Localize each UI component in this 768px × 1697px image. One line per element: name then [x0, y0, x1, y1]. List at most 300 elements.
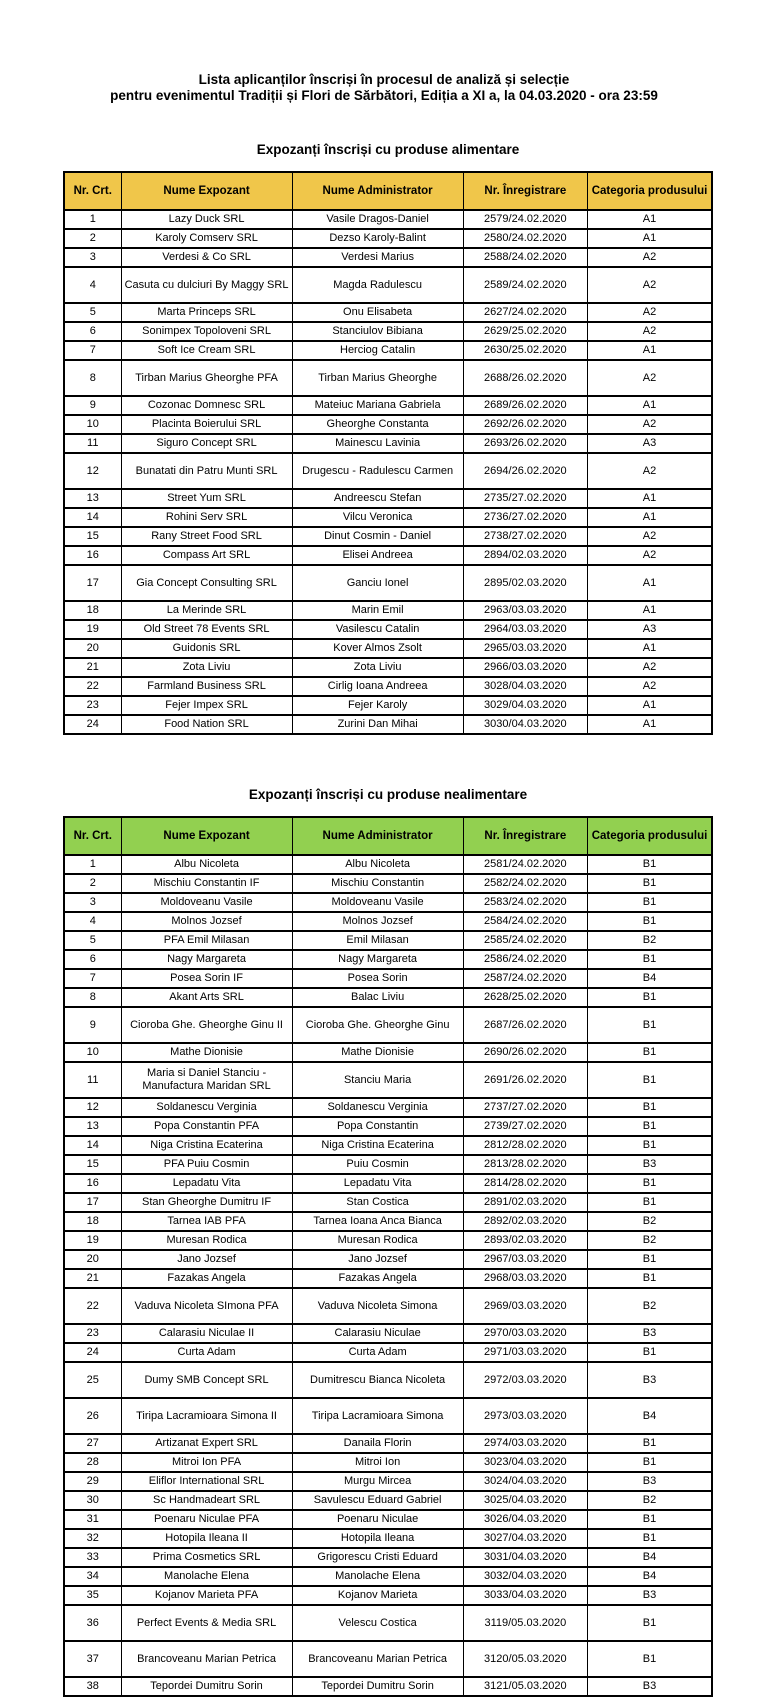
cell-nr-inregistrare: 2736/27.02.2020: [463, 508, 587, 527]
cell-categoria-produsului: A1: [588, 715, 712, 734]
cell-nume-administrator: Niga Cristina Ecaterina: [292, 1136, 463, 1155]
cell-categoria-produsului: B4: [588, 1398, 712, 1434]
cell-categoria-produsului: B2: [588, 931, 712, 950]
table-row: [64, 658, 712, 677]
cell-nr-crt: 8: [64, 988, 121, 1007]
cell-nume-administrator: Mainescu Lavinia: [292, 434, 463, 453]
cell-nume-administrator: Drugescu - Radulescu Carmen: [292, 453, 463, 489]
cell-nume-expozant: Hotopila Ileana II: [121, 1529, 292, 1548]
column-header: Nr. Înregistrare: [463, 817, 587, 855]
tables-container: [0, 142, 768, 1697]
cell-nr-inregistrare: 2737/27.02.2020: [463, 1098, 587, 1117]
cell-categoria-produsului: B1: [588, 1174, 712, 1193]
table-row: [64, 912, 712, 931]
cell-nr-inregistrare: 3028/04.03.2020: [463, 677, 587, 696]
cell-categoria-produsului: B3: [588, 1155, 712, 1174]
table-row: [64, 1567, 712, 1586]
cell-nume-expozant: Niga Cristina Ecaterina: [121, 1136, 292, 1155]
table-row: [64, 1288, 712, 1324]
table-row: [64, 1677, 712, 1696]
cell-nr-crt: 19: [64, 1231, 121, 1250]
cell-categoria-produsului: B2: [588, 1212, 712, 1231]
cell-nume-expozant: Zota Liviu: [121, 658, 292, 677]
cell-nume-expozant: Gia Concept Consulting SRL: [121, 565, 292, 601]
cell-nume-expozant: Posea Sorin IF: [121, 969, 292, 988]
cell-nume-administrator: Stanciulov Bibiana: [292, 322, 463, 341]
cell-nume-administrator: Soldanescu Verginia: [292, 1098, 463, 1117]
cell-categoria-produsului: A2: [588, 360, 712, 396]
table-row: [64, 1362, 712, 1398]
cell-nume-administrator: Kojanov Marieta: [292, 1586, 463, 1605]
cell-nr-crt: 8: [64, 360, 121, 396]
table-row: [64, 546, 712, 565]
cell-nr-crt: 23: [64, 1324, 121, 1343]
cell-categoria-produsului: B1: [588, 855, 712, 874]
cell-nume-expozant: Moldoveanu Vasile: [121, 893, 292, 912]
cell-nume-expozant: Lepadatu Vita: [121, 1174, 292, 1193]
cell-nume-expozant: Bunatati din Patru Munti SRL: [121, 453, 292, 489]
cell-nr-crt: 21: [64, 1269, 121, 1288]
cell-nume-expozant: Placinta Boierului SRL: [121, 415, 292, 434]
cell-nume-expozant: Old Street 78 Events SRL: [121, 620, 292, 639]
cell-nume-expozant: Manolache Elena: [121, 1567, 292, 1586]
cell-nume-expozant: Akant Arts SRL: [121, 988, 292, 1007]
table-row: [64, 855, 712, 874]
cell-nume-expozant: Mathe Dionisie: [121, 1043, 292, 1062]
cell-nr-inregistrare: 2583/24.02.2020: [463, 893, 587, 912]
cell-nume-administrator: Mateiuc Mariana Gabriela: [292, 396, 463, 415]
cell-nume-expozant: Cozonac Domnesc SRL: [121, 396, 292, 415]
cell-nr-inregistrare: 2968/03.03.2020: [463, 1269, 587, 1288]
cell-categoria-produsului: B3: [588, 1362, 712, 1398]
cell-categoria-produsului: A2: [588, 303, 712, 322]
cell-nume-administrator: Marin Emil: [292, 601, 463, 620]
cell-nume-administrator: Emil Milasan: [292, 931, 463, 950]
cell-nr-crt: 21: [64, 658, 121, 677]
cell-nr-crt: 10: [64, 1043, 121, 1062]
cell-categoria-produsului: B1: [588, 1193, 712, 1212]
cell-nr-inregistrare: 2969/03.03.2020: [463, 1288, 587, 1324]
column-header: Nume Administrator: [292, 172, 463, 210]
table-row: [64, 508, 712, 527]
table-row: [64, 1212, 712, 1231]
cell-nr-inregistrare: 2813/28.02.2020: [463, 1155, 587, 1174]
cell-categoria-produsului: A1: [588, 396, 712, 415]
cell-categoria-produsului: B3: [588, 1677, 712, 1696]
cell-nr-crt: 3: [64, 893, 121, 912]
cell-categoria-produsului: B1: [588, 1605, 712, 1641]
cell-nume-expozant: Marta Princeps SRL: [121, 303, 292, 322]
cell-categoria-produsului: B2: [588, 1491, 712, 1510]
cell-categoria-produsului: B1: [588, 1269, 712, 1288]
table-row: [64, 639, 712, 658]
cell-nr-crt: 1: [64, 855, 121, 874]
cell-nr-crt: 28: [64, 1453, 121, 1472]
cell-nume-administrator: Vasile Dragos-Daniel: [292, 210, 463, 229]
table-row: [64, 1472, 712, 1491]
cell-nume-expozant: Sonimpex Topoloveni SRL: [121, 322, 292, 341]
cell-nume-expozant: Karoly Comserv SRL: [121, 229, 292, 248]
cell-categoria-produsului: B3: [588, 1586, 712, 1605]
table-row: [64, 1510, 712, 1529]
cell-nume-expozant: Brancoveanu Marian Petrica: [121, 1641, 292, 1677]
cell-nume-administrator: Molnos Jozsef: [292, 912, 463, 931]
cell-nume-administrator: Vaduva Nicoleta Simona: [292, 1288, 463, 1324]
cell-nr-inregistrare: 2814/28.02.2020: [463, 1174, 587, 1193]
table-row: [64, 969, 712, 988]
cell-nr-inregistrare: 2689/26.02.2020: [463, 396, 587, 415]
cell-nr-inregistrare: 3025/04.03.2020: [463, 1491, 587, 1510]
cell-nume-administrator: Andreescu Stefan: [292, 489, 463, 508]
cell-nr-crt: 6: [64, 322, 121, 341]
cell-nume-administrator: Brancoveanu Marian Petrica: [292, 1641, 463, 1677]
cell-nr-crt: 26: [64, 1398, 121, 1434]
cell-nume-administrator: Elisei Andreea: [292, 546, 463, 565]
cell-nume-administrator: Posea Sorin: [292, 969, 463, 988]
cell-nume-expozant: Tepordei Dumitru Sorin: [121, 1677, 292, 1696]
cell-nume-expozant: Cioroba Ghe. Gheorghe Ginu II: [121, 1007, 292, 1043]
cell-nume-administrator: Jano Jozsef: [292, 1250, 463, 1269]
cell-categoria-produsului: B1: [588, 874, 712, 893]
table-body: [64, 210, 712, 734]
cell-categoria-produsului: B1: [588, 1510, 712, 1529]
table-row: [64, 303, 712, 322]
cell-nume-expozant: Mitroi Ion PFA: [121, 1453, 292, 1472]
cell-nr-inregistrare: 2588/24.02.2020: [463, 248, 587, 267]
table-row: [64, 1434, 712, 1453]
document-title: [0, 72, 768, 104]
table-row: [64, 931, 712, 950]
cell-nume-administrator: Mathe Dionisie: [292, 1043, 463, 1062]
cell-categoria-produsului: B1: [588, 988, 712, 1007]
cell-nume-administrator: Vilcu Veronica: [292, 508, 463, 527]
cell-nume-expozant: Farmland Business SRL: [121, 677, 292, 696]
table-row: [64, 1491, 712, 1510]
cell-nr-crt: 30: [64, 1491, 121, 1510]
table-row: [64, 715, 712, 734]
cell-nume-expozant: PFA Puiu Cosmin: [121, 1155, 292, 1174]
cell-nume-administrator: Balac Liviu: [292, 988, 463, 1007]
cell-categoria-produsului: B1: [588, 1117, 712, 1136]
cell-nume-administrator: Ganciu Ionel: [292, 565, 463, 601]
cell-nr-crt: 37: [64, 1641, 121, 1677]
cell-nr-crt: 33: [64, 1548, 121, 1567]
cell-categoria-produsului: A1: [588, 508, 712, 527]
cell-nr-crt: 22: [64, 677, 121, 696]
cell-nume-expozant: Fejer Impex SRL: [121, 696, 292, 715]
cell-categoria-produsului: A2: [588, 658, 712, 677]
cell-nr-crt: 11: [64, 434, 121, 453]
cell-nr-inregistrare: 2893/02.03.2020: [463, 1231, 587, 1250]
cell-nume-expozant: Stan Gheorghe Dumitru IF: [121, 1193, 292, 1212]
cell-nr-crt: 7: [64, 341, 121, 360]
cell-nr-crt: 15: [64, 527, 121, 546]
cell-nr-inregistrare: 3031/04.03.2020: [463, 1548, 587, 1567]
cell-nr-crt: 12: [64, 453, 121, 489]
cell-nr-inregistrare: 2970/03.03.2020: [463, 1324, 587, 1343]
table-row: [64, 210, 712, 229]
cell-categoria-produsului: B1: [588, 1007, 712, 1043]
table-row: [64, 322, 712, 341]
cell-nume-expozant: La Merinde SRL: [121, 601, 292, 620]
cell-nr-inregistrare: 2966/03.03.2020: [463, 658, 587, 677]
cell-categoria-produsului: B1: [588, 1098, 712, 1117]
column-header: Nume Administrator: [292, 817, 463, 855]
cell-nume-administrator: Velescu Costica: [292, 1605, 463, 1641]
table-row: [64, 1324, 712, 1343]
table-row: [64, 229, 712, 248]
cell-nume-administrator: Moldoveanu Vasile: [292, 893, 463, 912]
cell-nume-administrator: Onu Elisabeta: [292, 303, 463, 322]
table-row: [64, 874, 712, 893]
cell-nume-administrator: Danaila Florin: [292, 1434, 463, 1453]
cell-nume-administrator: Tirban Marius Gheorghe: [292, 360, 463, 396]
cell-nr-inregistrare: 2894/02.03.2020: [463, 546, 587, 565]
cell-nr-crt: 2: [64, 229, 121, 248]
cell-nume-expozant: Soldanescu Verginia: [121, 1098, 292, 1117]
cell-nume-administrator: Tepordei Dumitru Sorin: [292, 1677, 463, 1696]
cell-nume-administrator: Murgu Mircea: [292, 1472, 463, 1491]
column-header: Nume Expozant: [121, 817, 292, 855]
table-row: [64, 1548, 712, 1567]
cell-nr-crt: 13: [64, 1117, 121, 1136]
title-line-2: pentru evenimentul Tradiții și Flori de Sărbători, Ediția a XI a, la 04.03.2020 - ora 23:59: [110, 88, 658, 104]
cell-categoria-produsului: B1: [588, 893, 712, 912]
cell-nr-inregistrare: 2974/03.03.2020: [463, 1434, 587, 1453]
cell-nume-administrator: Manolache Elena: [292, 1567, 463, 1586]
cell-nume-expozant: Soft Ice Cream SRL: [121, 341, 292, 360]
cell-nume-expozant: Tirban Marius Gheorghe PFA: [121, 360, 292, 396]
cell-nume-administrator: Fazakas Angela: [292, 1269, 463, 1288]
cell-categoria-produsului: A2: [588, 677, 712, 696]
cell-nr-inregistrare: 2694/26.02.2020: [463, 453, 587, 489]
cell-nume-expozant: Rany Street Food SRL: [121, 527, 292, 546]
cell-nr-inregistrare: 2693/26.02.2020: [463, 434, 587, 453]
cell-categoria-produsului: B2: [588, 1231, 712, 1250]
cell-nr-crt: 18: [64, 601, 121, 620]
cell-nume-expozant: Muresan Rodica: [121, 1231, 292, 1250]
cell-nume-administrator: Magda Radulescu: [292, 267, 463, 303]
cell-nume-administrator: Dumitrescu Bianca Nicoleta: [292, 1362, 463, 1398]
table-row: [64, 988, 712, 1007]
cell-nr-crt: 35: [64, 1586, 121, 1605]
cell-categoria-produsului: B1: [588, 1062, 712, 1098]
cell-categoria-produsului: B4: [588, 1567, 712, 1586]
table-row: [64, 893, 712, 912]
cell-nume-administrator: Tarnea Ioana Anca Bianca: [292, 1212, 463, 1231]
table-row: [64, 489, 712, 508]
cell-nume-administrator: Lepadatu Vita: [292, 1174, 463, 1193]
cell-nume-administrator: Vasilescu Catalin: [292, 620, 463, 639]
table-row: [64, 1586, 712, 1605]
cell-nr-inregistrare: 2895/02.03.2020: [463, 565, 587, 601]
cell-nr-crt: 13: [64, 489, 121, 508]
column-header: Nr. Crt.: [64, 817, 121, 855]
table-body: [64, 855, 712, 1696]
cell-nume-expozant: Artizanat Expert SRL: [121, 1434, 292, 1453]
cell-nume-expozant: Perfect Events & Media SRL: [121, 1605, 292, 1641]
cell-nr-crt: 27: [64, 1434, 121, 1453]
column-header: Categoria produsului: [588, 817, 712, 855]
cell-nume-expozant: Dumy SMB Concept SRL: [121, 1362, 292, 1398]
table-row: [64, 696, 712, 715]
table-row: [64, 1043, 712, 1062]
cell-categoria-produsului: B3: [588, 1324, 712, 1343]
cell-nume-administrator: Muresan Rodica: [292, 1231, 463, 1250]
table-row: [64, 1605, 712, 1641]
cell-nume-expozant: Guidonis SRL: [121, 639, 292, 658]
cell-categoria-produsului: A2: [588, 415, 712, 434]
cell-categoria-produsului: A2: [588, 248, 712, 267]
cell-categoria-produsului: A1: [588, 229, 712, 248]
cell-nume-expozant: Jano Jozsef: [121, 1250, 292, 1269]
cell-categoria-produsului: A1: [588, 696, 712, 715]
cell-nr-crt: 9: [64, 1007, 121, 1043]
table-header-row: [64, 172, 712, 210]
cell-nr-crt: 2: [64, 874, 121, 893]
exhibitor-table-section: [63, 787, 713, 1697]
cell-nr-crt: 17: [64, 1193, 121, 1212]
cell-nr-inregistrare: 2891/02.03.2020: [463, 1193, 587, 1212]
cell-nume-expozant: Maria si Daniel Stanciu - Manufactura Maridan SRL: [121, 1062, 292, 1098]
cell-nume-administrator: Savulescu Eduard Gabriel: [292, 1491, 463, 1510]
cell-nr-crt: 12: [64, 1098, 121, 1117]
table-row: [64, 1231, 712, 1250]
cell-nume-expozant: Street Yum SRL: [121, 489, 292, 508]
cell-nume-administrator: Cirlig Ioana Andreea: [292, 677, 463, 696]
cell-categoria-produsului: B1: [588, 1136, 712, 1155]
cell-nr-crt: 24: [64, 715, 121, 734]
cell-nume-expozant: Calarasiu Niculae II: [121, 1324, 292, 1343]
cell-nume-administrator: Calarasiu Niculae: [292, 1324, 463, 1343]
table-row: [64, 565, 712, 601]
cell-nr-inregistrare: 3027/04.03.2020: [463, 1529, 587, 1548]
table-row: [64, 248, 712, 267]
cell-nume-administrator: Stanciu Maria: [292, 1062, 463, 1098]
cell-nume-expozant: Rohini Serv SRL: [121, 508, 292, 527]
cell-nr-inregistrare: 2971/03.03.2020: [463, 1343, 587, 1362]
column-header: Nr. Înregistrare: [463, 172, 587, 210]
cell-nume-expozant: Tiripa Lacramioara Simona II: [121, 1398, 292, 1434]
cell-nume-expozant: Tarnea IAB PFA: [121, 1212, 292, 1231]
cell-nr-crt: 3: [64, 248, 121, 267]
cell-nume-expozant: Eliflor International SRL: [121, 1472, 292, 1491]
cell-nr-crt: 9: [64, 396, 121, 415]
table-row: [64, 1007, 712, 1043]
cell-nr-inregistrare: 2581/24.02.2020: [463, 855, 587, 874]
cell-nr-crt: 6: [64, 950, 121, 969]
cell-nr-inregistrare: 2630/25.02.2020: [463, 341, 587, 360]
cell-categoria-produsului: A2: [588, 322, 712, 341]
cell-nume-expozant: Lazy Duck SRL: [121, 210, 292, 229]
cell-nume-administrator: Herciog Catalin: [292, 341, 463, 360]
cell-nr-inregistrare: 3032/04.03.2020: [463, 1567, 587, 1586]
cell-categoria-produsului: A2: [588, 453, 712, 489]
cell-nume-administrator: Poenaru Niculae: [292, 1510, 463, 1529]
cell-categoria-produsului: B1: [588, 1043, 712, 1062]
cell-nr-inregistrare: 3119/05.03.2020: [463, 1605, 587, 1641]
cell-nume-expozant: Vaduva Nicoleta SImona PFA: [121, 1288, 292, 1324]
cell-categoria-produsului: A1: [588, 565, 712, 601]
cell-nume-expozant: Molnos Jozsef: [121, 912, 292, 931]
cell-nume-administrator: Mitroi Ion: [292, 1453, 463, 1472]
cell-nume-administrator: Puiu Cosmin: [292, 1155, 463, 1174]
exhibitor-table: [63, 171, 713, 735]
cell-nr-inregistrare: 3024/04.03.2020: [463, 1472, 587, 1491]
cell-nr-inregistrare: 3023/04.03.2020: [463, 1453, 587, 1472]
table-row: [64, 620, 712, 639]
cell-categoria-produsului: B4: [588, 969, 712, 988]
cell-categoria-produsului: B1: [588, 1529, 712, 1548]
table-row: [64, 1269, 712, 1288]
cell-nr-inregistrare: 2628/25.02.2020: [463, 988, 587, 1007]
cell-nr-crt: 29: [64, 1472, 121, 1491]
table-row: [64, 1250, 712, 1269]
cell-nume-expozant: Curta Adam: [121, 1343, 292, 1362]
cell-nume-administrator: Kover Almos Zsolt: [292, 639, 463, 658]
cell-nr-inregistrare: 2627/24.02.2020: [463, 303, 587, 322]
cell-nr-inregistrare: 2690/26.02.2020: [463, 1043, 587, 1062]
cell-nr-crt: 32: [64, 1529, 121, 1548]
cell-nr-crt: 5: [64, 931, 121, 950]
cell-nr-inregistrare: 2579/24.02.2020: [463, 210, 587, 229]
cell-categoria-produsului: B1: [588, 1343, 712, 1362]
cell-nume-expozant: Fazakas Angela: [121, 1269, 292, 1288]
cell-nr-crt: 7: [64, 969, 121, 988]
cell-nr-crt: 1: [64, 210, 121, 229]
cell-categoria-produsului: A1: [588, 489, 712, 508]
cell-nr-inregistrare: 2738/27.02.2020: [463, 527, 587, 546]
cell-nume-administrator: Nagy Margareta: [292, 950, 463, 969]
cell-nr-inregistrare: 2739/27.02.2020: [463, 1117, 587, 1136]
title-line-1: Lista aplicanților înscriși în procesul de analiză și selecție: [198, 72, 570, 87]
table-row: [64, 601, 712, 620]
table-row: [64, 1343, 712, 1362]
cell-nume-expozant: Food Nation SRL: [121, 715, 292, 734]
cell-nr-crt: 20: [64, 639, 121, 658]
cell-nr-crt: 23: [64, 696, 121, 715]
cell-nume-expozant: PFA Emil Milasan: [121, 931, 292, 950]
table-row: [64, 453, 712, 489]
table-row: [64, 1398, 712, 1434]
cell-categoria-produsului: A2: [588, 267, 712, 303]
cell-categoria-produsului: B1: [588, 1250, 712, 1269]
cell-categoria-produsului: B4: [588, 1548, 712, 1567]
cell-categoria-produsului: B1: [588, 1641, 712, 1677]
cell-categoria-produsului: A2: [588, 546, 712, 565]
cell-nr-inregistrare: 2972/03.03.2020: [463, 1362, 587, 1398]
cell-nr-inregistrare: 2692/26.02.2020: [463, 415, 587, 434]
exhibitor-table-section: [63, 142, 713, 735]
cell-nr-crt: 36: [64, 1605, 121, 1641]
cell-nume-administrator: Mischiu Constantin: [292, 874, 463, 893]
cell-categoria-produsului: B1: [588, 912, 712, 931]
table-row: [64, 360, 712, 396]
cell-categoria-produsului: B1: [588, 1453, 712, 1472]
table-row: [64, 1098, 712, 1117]
cell-nume-administrator: Albu Nicoleta: [292, 855, 463, 874]
cell-nume-expozant: Popa Constantin PFA: [121, 1117, 292, 1136]
cell-nume-administrator: Verdesi Marius: [292, 248, 463, 267]
table-row: [64, 1117, 712, 1136]
cell-nr-crt: 14: [64, 1136, 121, 1155]
cell-nume-administrator: Stan Costica: [292, 1193, 463, 1212]
cell-nr-crt: 15: [64, 1155, 121, 1174]
table-row: [64, 527, 712, 546]
cell-categoria-produsului: B1: [588, 1434, 712, 1453]
cell-nume-expozant: Albu Nicoleta: [121, 855, 292, 874]
cell-nr-crt: 31: [64, 1510, 121, 1529]
